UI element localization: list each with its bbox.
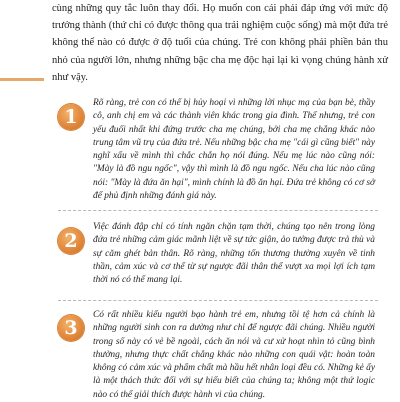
item-text-3: Có rất nhiều kiểu người bạo hành trẻ em, nhưng tồi tệ hơn cả chính là những người sinh con ra dường như chỉ để ngược đãi chúng. Nhiều người trong số này có vẻ bề ngoài, cách ăn nói và cư xử hoạt nhìn tỏ cũng bình thường, nhưng thực chất chẳng khác nào những con quái vật: hoàn toàn không có cảm xúc và phẩm chất mà hầu hết nhân loại đều có. Những kẻ ấy là một thách thức đối với sự hiểu biết của chúng ta; không một thứ logic nào có thể giải thích được hành vi của chúng.: [93, 310, 375, 400]
number-badge-2: 2: [58, 228, 84, 254]
dashed-separator: [58, 210, 378, 211]
section-divider: [0, 78, 44, 81]
dashed-separator: [58, 300, 378, 301]
number-badge-3: 3: [58, 315, 84, 341]
number-badge-1: 1: [58, 104, 84, 130]
intro-paragraph: [52, 0, 388, 86]
item-text-1: Rõ ràng, trẻ con có thể bị hủy hoại vì những lời nhục mạ của bạn bè, thầy cô, anh chị em và các thành viên khác trong gia đình. Thế nhưng, trẻ con yếu đuối nhất khi đứng trước cha mẹ chúng, bởi cha mẹ chẳng khác nào trung tâm vũ trụ của đứa trẻ. Nếu những bậc cha mẹ "cái gì cũng biết" này nghĩ xấu về mình thì chắc chắn họ nói đúng. Nếu mẹ lúc nào cũng nói: "Mày là đồ ngu ngốc", vậy thì mình là đồ ngu ngốc. Nếu cha lúc nào cũng nói: "Mày là đứa ăn hại", mình chính là đồ ăn hại. Đứa trẻ không có cơ sở để phủ định những đánh giá này.: [93, 98, 375, 202]
item-text-2: Việc đánh đập chỉ có tính ngăn chặn tạm thời, chúng tạo nên trong lòng đứa trẻ những cảm giác mãnh liệt về sự tức giận, ảo tưởng được trả thù và sự căm ghét bản thân. Rõ ràng, những tổn thương thường xuyên về tinh thần, cảm xúc và cơ thể từ sự ngược đãi thân thể vượt xa mọi lợi ích tạm thời nó có thể mang lại.: [93, 222, 375, 286]
intro-text: cùng những quy tắc luôn thay đổi. Họ muốn con cái phải đáp ứng với mức độ trưởng thành (thứ chỉ có được thông qua trải nghiệm cuộc sống) mà một đứa trẻ không thể nào có được ở độ tuổi của chúng. Trẻ con không phải phiền bản thu nhỏ của người lớn, nhưng những bậc cha mẹ độc hại lại kì vọng chúng hành xử như vậy.: [52, 3, 388, 83]
